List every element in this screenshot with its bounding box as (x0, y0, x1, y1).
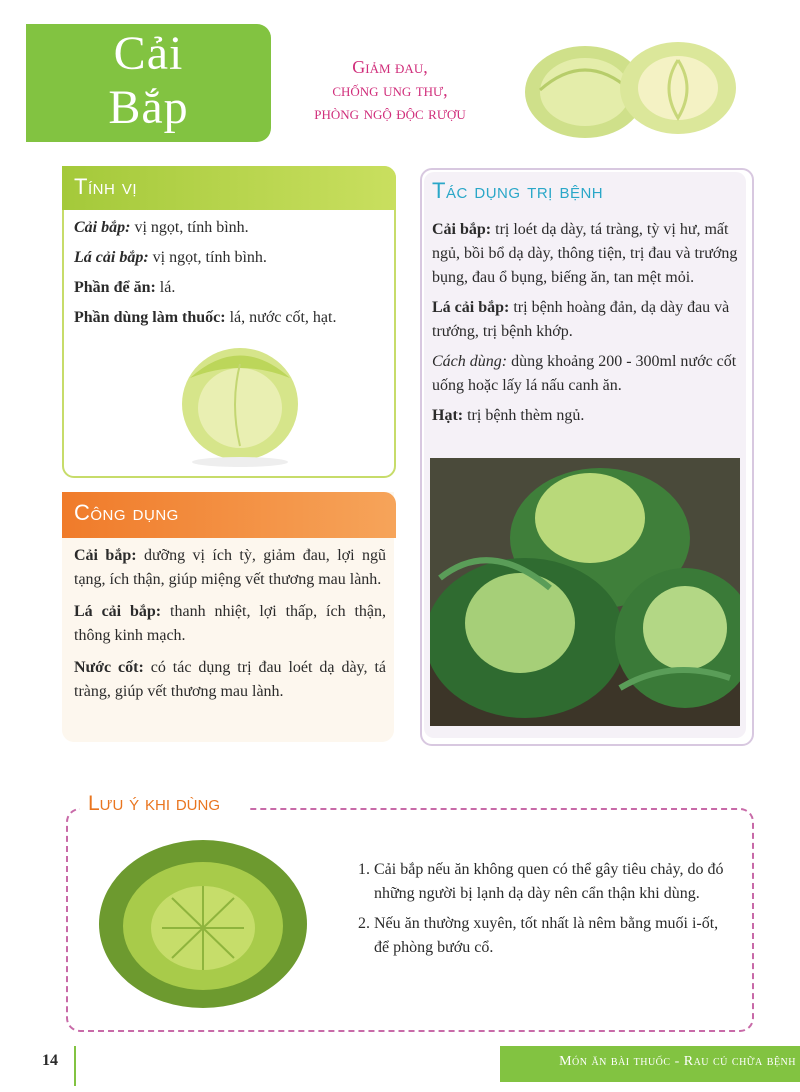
subtitle-line: Giảm đau, (352, 57, 428, 77)
book-title: Món ăn bài thuốc - Rau củ chữa bệnh (559, 1054, 796, 1069)
subtitle-line: phòng ngộ độc rượu (314, 103, 466, 123)
uses-row: Nước cốt: có tác dụng trị đau loét dạ dày, tá tràng, giúp vết thương mau lành. (74, 659, 386, 700)
treatment-content (432, 218, 742, 428)
subtitle (270, 56, 510, 125)
cabbage-pair-image (510, 30, 750, 140)
flavor-row: Cải bắp: vị ngọt, tính bình. (74, 219, 249, 236)
treatment-row: Lá cải bắp: trị bệnh hoàng đản, dạ dày đau và trướng, trị bệnh khớp. (432, 299, 730, 340)
note-heading: Lưu ý khi dùng (88, 792, 220, 815)
cabbage-field-photo (430, 458, 740, 726)
note-list (352, 858, 732, 966)
treatment-heading: Tác dụng trị bệnh (432, 178, 604, 203)
flavor-heading: Tính vị (74, 174, 138, 199)
treatment-row: Cải bắp: trị loét dạ dày, tá tràng, tỳ vị hư, mất ngủ, bồi bổ dạ dày, thông tiện, trị đau và trướng bụng, đau ổ bụng, biếng ăn, tan mệt mỏi. (432, 221, 738, 286)
flavor-row: Phần dùng làm thuốc: lá, nước cốt, hạt. (74, 309, 337, 326)
treatment-row: Hạt: trị bệnh thèm ngủ. (432, 407, 585, 424)
page-title-line-2: Bắp (108, 81, 189, 134)
treatment-row: Cách dùng: dùng khoảng 200 - 300ml nước cốt uống hoặc lấy lá nấu canh ăn. (432, 353, 737, 394)
savoy-cabbage-image (92, 832, 314, 1014)
uses-content (74, 544, 386, 704)
cabbage-image (170, 338, 310, 468)
flavor-content (74, 216, 384, 330)
note-item: 2. Nếu ăn thường xuyên, tốt nhất là nêm bằng muối i-ốt, để phòng bướu cổ. (374, 912, 732, 960)
footer-rule (74, 1046, 76, 1086)
flavor-row: Phần để ăn: lá. (74, 279, 176, 296)
uses-heading: Công dụng (74, 500, 179, 525)
uses-row: Cải bắp: dưỡng vị ích tỳ, giảm đau, lợi ngũ tạng, ích thận, giúp miệng vết thương mau lành. (74, 547, 387, 588)
note-item: 1. Cải bắp nếu ăn không quen có thể gây tiêu chảy, do đó những người bị lạnh dạ dày nên cẩn thận khi dùng. (374, 858, 732, 906)
flavor-row: Lá cải bắp: vị ngọt, tính bình. (74, 249, 267, 266)
uses-row: Lá cải bắp: thanh nhiệt, lợi thấp, ích thận, thông kinh mạch. (74, 603, 386, 644)
subtitle-line: chống ung thư, (332, 80, 448, 100)
page-title-line-1: Cải (113, 27, 184, 80)
page-number: 14 (42, 1052, 58, 1069)
